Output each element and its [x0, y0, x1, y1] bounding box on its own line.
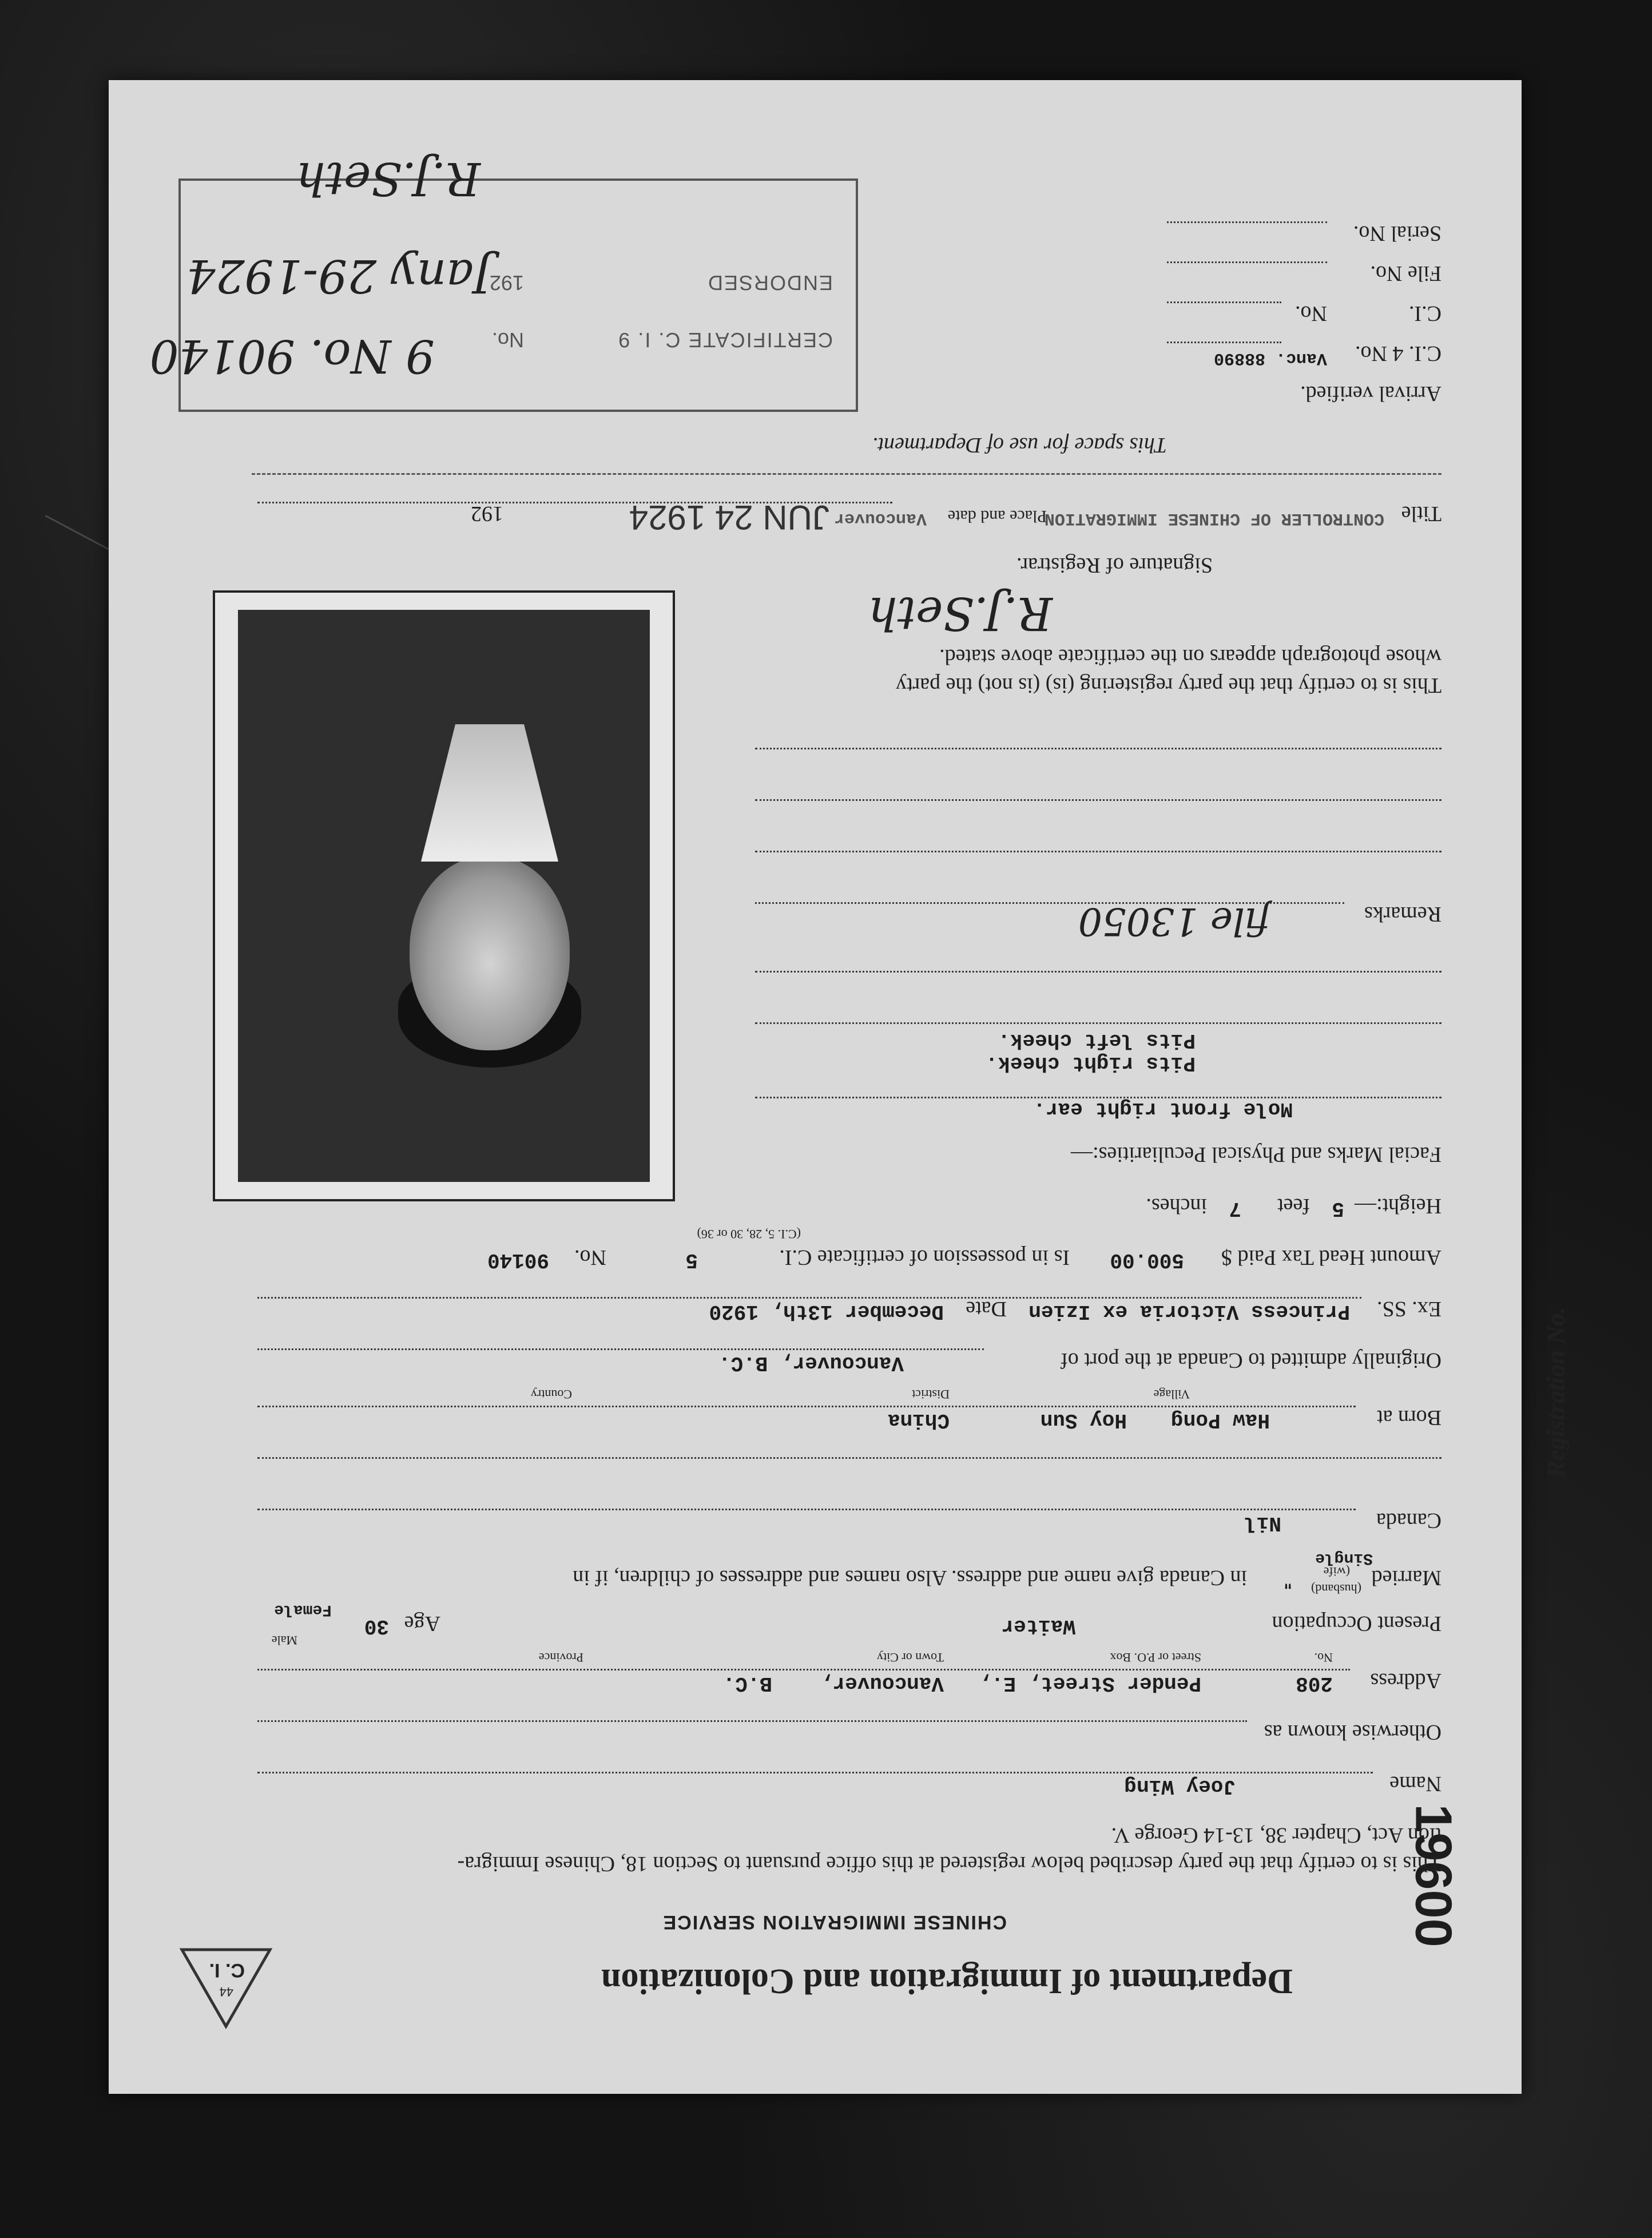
serial-no-label: Serial No. — [1353, 221, 1441, 245]
married-value: " — [1283, 1572, 1293, 1590]
stamp-no-label: No. — [491, 328, 524, 352]
registration-label: Registration No. — [1542, 1307, 1570, 1478]
place-line — [257, 502, 892, 503]
canada-line — [257, 1509, 1356, 1510]
marks-label: Facial Marks and Physical Peculiarities:— — [1071, 1142, 1441, 1166]
married-label: Married — [1371, 1566, 1441, 1590]
marks-rule-2 — [755, 1022, 1441, 1024]
remarks-rule-4 — [755, 748, 1441, 749]
ci4-value: Vanc. 88890 — [1213, 348, 1327, 368]
address-province: B.C. — [722, 1672, 772, 1695]
address-label: Address — [1370, 1669, 1441, 1693]
name-line — [257, 1772, 1373, 1773]
family-blank-line — [257, 1457, 1441, 1459]
possession-text: Is in possession of certificate C.I. — [779, 1245, 1070, 1269]
certify-line-1: This is to certify that the party registering (is) (is not) the party — [896, 673, 1441, 697]
form-badge — [177, 1945, 275, 2031]
ci-line — [1167, 301, 1281, 303]
form-badge-number: 44 — [219, 1985, 233, 1999]
serial-line — [1167, 221, 1327, 223]
signature-label: Signature of Registrar. — [1016, 553, 1213, 577]
sub-label-province: Province — [538, 1650, 583, 1665]
husband-label: (husband) — [1311, 1582, 1361, 1596]
form-badge-label: C. I. — [209, 1959, 245, 1981]
otherwise-line — [257, 1720, 1247, 1722]
title-value: CONTROLLER OF CHINESE IMMIGRATION — [1044, 509, 1384, 528]
stamp-year: 192 — [489, 271, 524, 295]
registration-form — [109, 80, 1570, 2094]
feet-label: feet — [1277, 1194, 1310, 1218]
remarks-rule-3 — [755, 799, 1441, 801]
marks-rule-1 — [755, 1097, 1441, 1098]
no-label: No. — [574, 1245, 606, 1269]
certify-line-2: whose photograph appears on the certificate above stated. — [939, 645, 1441, 669]
ci-options: (C.I. 5, 28, 30 or 36) — [697, 1227, 801, 1241]
no-value: 90140 — [487, 1248, 549, 1272]
born-label: Born at — [1377, 1406, 1441, 1430]
photo-collar — [404, 724, 575, 862]
exss-line — [257, 1297, 1361, 1299]
marks-line-3: Pits left cheek. — [998, 1029, 1196, 1052]
photo-portrait — [238, 610, 650, 1182]
sub-label-district: District — [912, 1387, 950, 1402]
remarks-label: Remarks — [1364, 902, 1441, 926]
ci-label: C.I. — [1409, 301, 1441, 326]
address-number: 208 — [1296, 1672, 1333, 1695]
headtax-value: 500.00 — [1110, 1248, 1184, 1272]
born-country: China — [887, 1408, 950, 1432]
headtax-label: Amount Head Tax Paid $ — [1221, 1245, 1441, 1269]
ci-value: 5 — [685, 1248, 698, 1272]
otherwise-label: Otherwise known as — [1264, 1720, 1441, 1744]
name-value: Joey Wing — [1124, 1775, 1236, 1798]
received-date-stamp: JUN 24 1924 — [629, 498, 829, 537]
sex-male: Male — [271, 1633, 297, 1648]
intro-line-2: tion Act, Chapter 38, 13-14 George V. — [1111, 1823, 1441, 1847]
stamp-endorsed: ENDORSED — [706, 271, 833, 295]
ci4-line — [1167, 342, 1281, 343]
date-value: December 13th, 1920 — [709, 1300, 944, 1323]
canada-value: Nil — [1244, 1511, 1281, 1535]
place-label: Place and date — [947, 507, 1047, 526]
handwritten-date: Jany 29-1924 — [186, 249, 492, 303]
photograph — [213, 590, 675, 1201]
year-label: 192 — [471, 502, 503, 526]
handwritten-signature-top: R.J.Seth — [296, 152, 480, 205]
height-label: Height:— — [1355, 1194, 1441, 1218]
registrar-signature: R.J.Seth — [868, 587, 1053, 640]
sex-female: Female — [274, 1601, 332, 1618]
address-street: Pender Street, E., — [979, 1672, 1201, 1695]
occupation-label: Present Occupation — [1272, 1612, 1441, 1636]
form-content-upside-down — [109, 80, 1570, 2094]
exss-label: Ex. SS. — [1377, 1297, 1441, 1321]
stamp-title: CERTIFICATE C. I. 9 — [617, 328, 833, 352]
admitted-label: Originally admitted to Canada at the port of — [1061, 1348, 1441, 1372]
arrival-verified: Arrival verified. — [1300, 382, 1441, 406]
registration-number: 19600 — [1404, 1804, 1462, 1947]
born-village: Haw Pong — [1171, 1408, 1270, 1432]
name-label: Name — [1389, 1772, 1441, 1796]
age-label: Age — [404, 1612, 440, 1636]
sub-label-street: Street or P.O. Box — [1110, 1650, 1201, 1665]
remarks-rule-2 — [755, 851, 1441, 852]
wife-label: (wife — [1323, 1565, 1350, 1579]
address-line — [257, 1669, 1350, 1670]
inches-label: inches. — [1146, 1194, 1207, 1218]
sub-label-country: Country — [530, 1387, 572, 1402]
marks-line-1: Mole front right ear. — [1033, 1097, 1293, 1121]
handwritten-cert-number: 9 No. 90140 — [149, 330, 435, 383]
height-inches: 7 — [1229, 1197, 1241, 1220]
date-label: Date — [966, 1297, 1007, 1321]
age-value: 30 — [364, 1614, 389, 1638]
sub-label-city: Town or City — [876, 1650, 944, 1665]
marks-rule-3 — [755, 971, 1441, 973]
born-district: Hoy Sun — [1040, 1408, 1127, 1432]
title-label: Title — [1401, 502, 1441, 526]
photo-face — [410, 856, 570, 1050]
place-value: Vancouver — [833, 509, 927, 528]
canada-label: Canada — [1376, 1509, 1441, 1533]
address-city: Vancouver, — [820, 1672, 944, 1695]
single-value: Single — [1315, 1549, 1373, 1567]
file-line — [1167, 261, 1327, 263]
department-use-header: This space for use of Department. — [872, 433, 1167, 457]
remarks-value: file 13050 — [1078, 899, 1270, 943]
family-instructions: in Canada give name and address. Also names and addresses of children, if in — [573, 1566, 1247, 1590]
born-line — [257, 1406, 1356, 1407]
ci-no-label: No. — [1295, 301, 1327, 326]
exss-value: Princess Victoria ex Izien — [1028, 1300, 1350, 1323]
file-no-label: File No. — [1370, 261, 1441, 285]
intro-line-1: This is to certify that the party described below registered at this office pursuant to Section 18, Chinese Immigra- — [457, 1852, 1441, 1876]
department-title: Department of Immigration and Colonization — [601, 1962, 1293, 2001]
occupation-value: Waiter — [1001, 1614, 1075, 1638]
sub-label-no: No. — [1314, 1650, 1333, 1665]
marks-line-2: Pits right cheek. — [985, 1051, 1196, 1075]
admitted-line — [257, 1348, 984, 1350]
height-feet: 5 — [1332, 1197, 1344, 1220]
ci4-label: C.I. 4 No. — [1355, 342, 1441, 366]
admitted-port: Vancouver, B.C. — [718, 1351, 904, 1375]
department-divider — [252, 473, 1441, 475]
service-title: CHINESE IMMIGRATION SERVICE — [662, 1911, 1007, 1933]
sub-label-village: Village — [1153, 1387, 1190, 1402]
